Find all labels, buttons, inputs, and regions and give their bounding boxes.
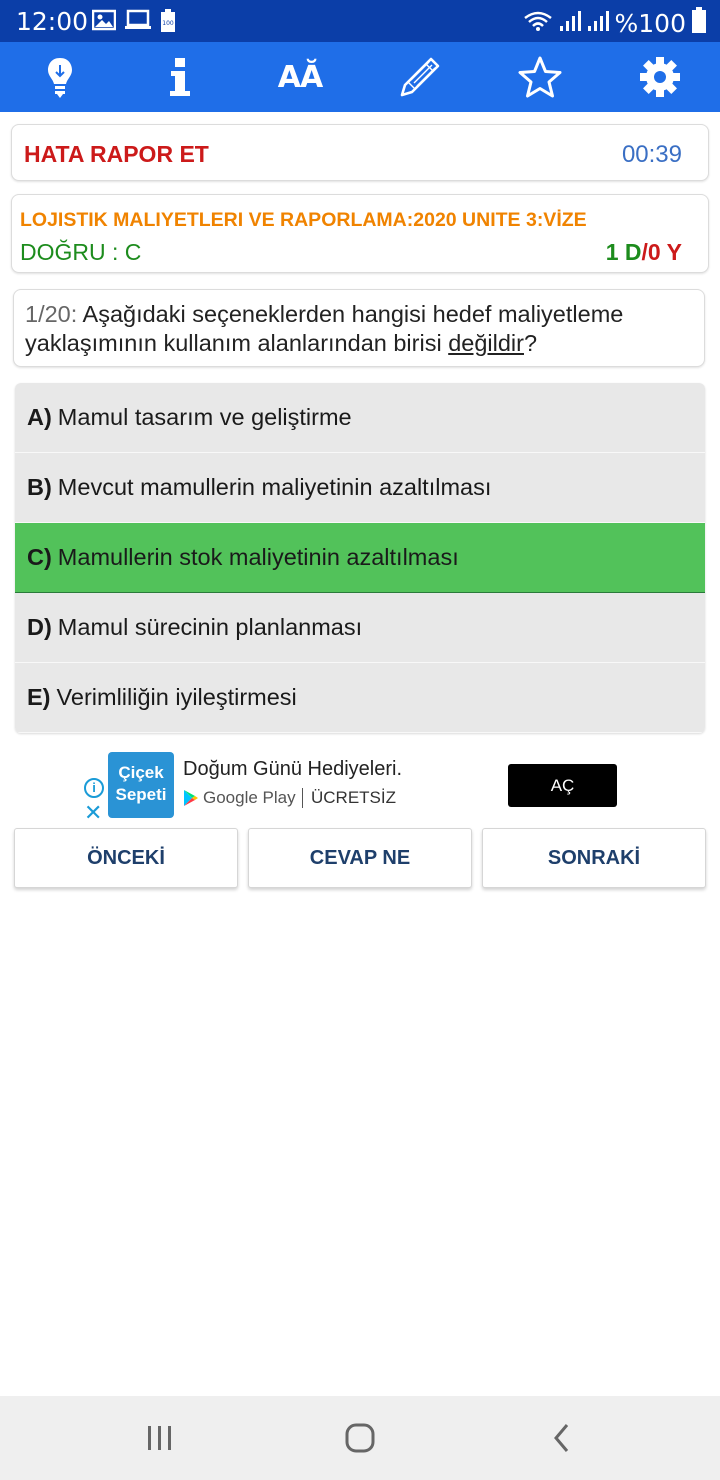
option-text: Mamullerin stok maliyetinin azaltılması <box>57 544 459 570</box>
recent-apps-button[interactable] <box>140 1418 180 1458</box>
next-button[interactable]: SONRAKİ <box>482 828 706 888</box>
ad-logo <box>108 752 174 818</box>
google-play-icon <box>183 789 199 807</box>
option-d[interactable] <box>15 593 705 663</box>
option-text: Mamul sürecinin planlanması <box>57 614 363 640</box>
battery-icon <box>692 7 706 39</box>
previous-button[interactable]: ÖNCEKİ <box>14 828 238 888</box>
ad-store <box>183 788 296 808</box>
system-nav-bar <box>0 1396 720 1480</box>
option-b[interactable] <box>15 453 705 523</box>
wifi-icon <box>523 9 553 38</box>
timer: 00:39 <box>621 141 682 168</box>
lightbulb-icon <box>46 56 74 98</box>
question-card <box>13 289 705 367</box>
option-text: Mevcut mamullerin maliyetinin azaltılması <box>57 474 492 500</box>
favorite-button[interactable] <box>480 42 600 112</box>
battery-percent: %100 <box>614 8 686 38</box>
option-text: Verimliliğin iyileştirmesi <box>56 684 297 710</box>
laptop-icon <box>124 9 152 38</box>
ad-open-button[interactable]: AÇ <box>508 764 617 807</box>
option-letter: A) <box>27 404 52 430</box>
report-card <box>11 124 709 181</box>
question-mark: ? <box>523 330 538 356</box>
ad-info-icon[interactable]: i <box>84 778 104 798</box>
ad-banner[interactable] <box>0 748 720 828</box>
correct-answer-label: DOĞRU : C <box>20 239 142 265</box>
course-info-card <box>11 194 709 273</box>
image-icon <box>92 9 116 38</box>
info-icon <box>169 57 191 97</box>
home-button[interactable] <box>340 1418 380 1458</box>
question-number: 1/20: <box>25 301 78 327</box>
score-correct: 1 D <box>605 239 642 265</box>
ad-title: Doğum Günü Hediyeleri. <box>183 758 402 780</box>
settings-icon <box>639 56 681 98</box>
hint-button[interactable] <box>0 42 120 112</box>
ad-logo-line1: Çiçek <box>118 763 164 782</box>
star-icon <box>518 56 562 98</box>
home-icon <box>344 1422 376 1454</box>
question-emphasis: değildir <box>448 330 524 356</box>
option-e[interactable] <box>15 663 705 733</box>
signal-icon <box>559 9 581 38</box>
ad-store-name: Google Play <box>203 788 296 807</box>
ad-close-icon[interactable]: ✕ <box>84 800 103 825</box>
font-size-button[interactable] <box>240 42 360 112</box>
status-bar <box>0 0 720 42</box>
score <box>606 239 682 266</box>
settings-button[interactable] <box>600 42 720 112</box>
option-letter: D) <box>27 614 52 640</box>
option-text: Mamul tasarım ve geliştirme <box>57 404 352 430</box>
notes-button[interactable] <box>360 42 480 112</box>
course-title: LOJISTIK MALIYETLERI VE RAPORLAMA:2020 UNITE 3:VİZE <box>20 209 587 231</box>
option-letter: E) <box>27 684 51 710</box>
option-letter: B) <box>27 474 52 500</box>
recent-apps-icon <box>145 1424 175 1452</box>
question-body: Aşağıdaki seçeneklerden hangisi hedef maliyetleme yaklaşımının kullanım alanlarından birisi <box>25 301 624 356</box>
option-letter: C) <box>27 544 52 570</box>
option-c[interactable] <box>15 523 705 593</box>
font-size-icon: AĂ <box>277 59 323 95</box>
back-icon <box>550 1422 574 1454</box>
ad-logo-line2: Sepeti <box>115 785 167 804</box>
pencil-icon <box>399 56 441 98</box>
score-separator: / <box>641 239 648 265</box>
score-wrong: 0 Y <box>647 239 682 265</box>
info-button[interactable] <box>120 42 240 112</box>
ad-price: ÜCRETSİZ <box>302 788 396 808</box>
options-list <box>15 383 705 733</box>
status-time: 12:00 <box>16 7 89 36</box>
show-answer-button[interactable]: CEVAP NE <box>248 828 472 888</box>
report-error-button[interactable]: HATA RAPOR ET <box>24 141 209 167</box>
signal-icon <box>587 9 609 38</box>
question-text <box>25 300 697 358</box>
option-a[interactable] <box>15 383 705 453</box>
svg-text:100: 100 <box>162 20 174 27</box>
battery-saver-icon <box>160 9 176 38</box>
toolbar <box>0 42 720 112</box>
back-button[interactable] <box>542 1418 582 1458</box>
